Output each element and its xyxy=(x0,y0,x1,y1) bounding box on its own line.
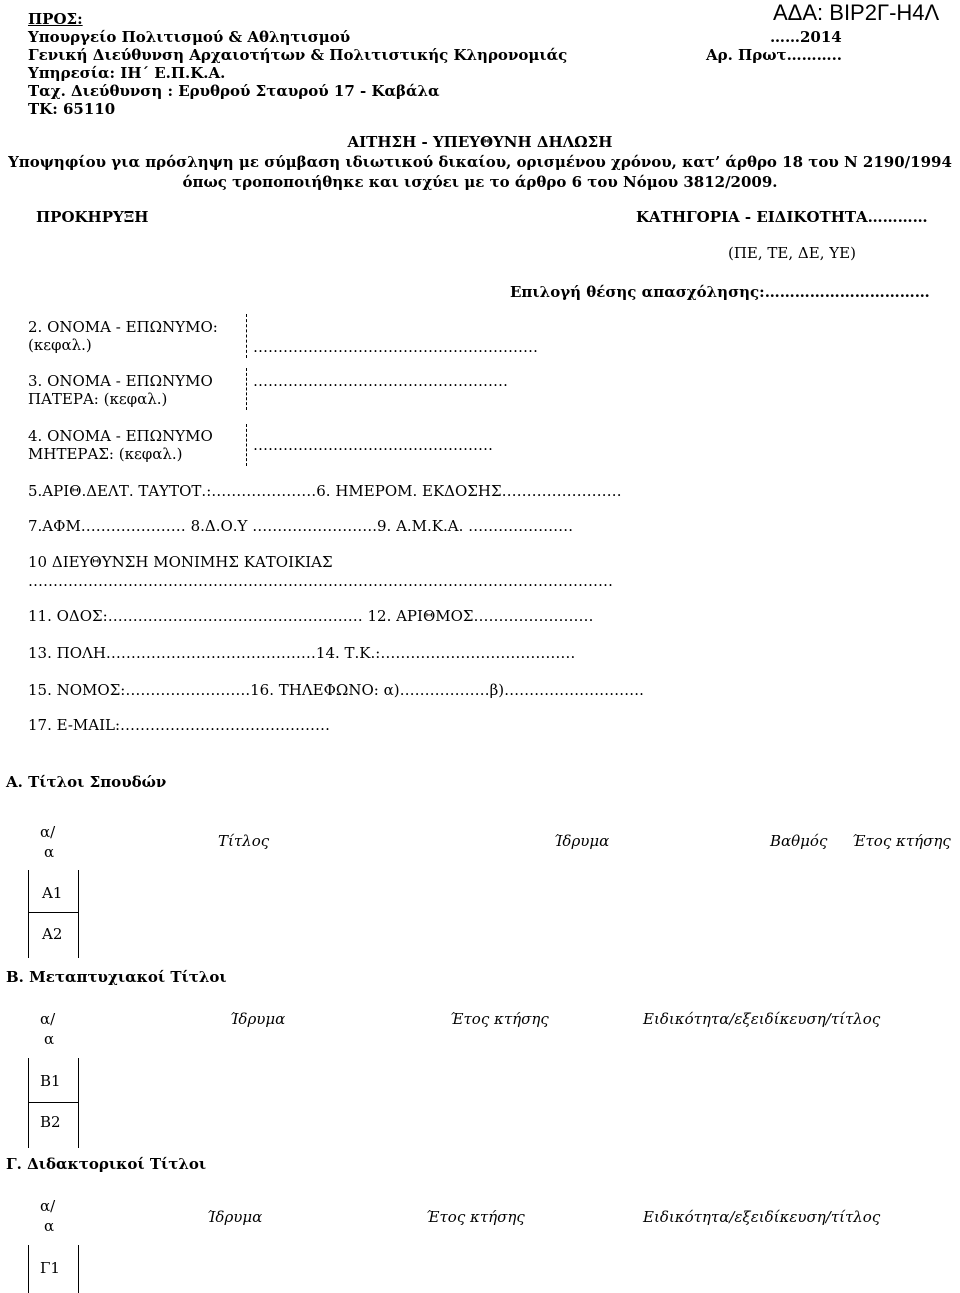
field-10-input[interactable]: ……………………………………………………………………………………………………… xyxy=(28,572,613,590)
section-a-left-border xyxy=(28,870,29,958)
table-row-label: Α2 xyxy=(42,925,63,943)
category-hint: (ΠΕ, ΤΕ, ΔΕ, ΥΕ) xyxy=(728,244,856,262)
section-a-col-grade: Βαθμός xyxy=(770,832,828,850)
section-b-col-specialty: Ειδικότητα/εξειδίκευση/τίτλος xyxy=(643,1010,881,1028)
field-2-input[interactable]: ………………………………………………… xyxy=(253,338,538,356)
field-3-divider xyxy=(246,368,247,410)
section-a-col-year: Έτος κτήσης xyxy=(852,832,951,850)
protocol-number: Αρ. Πρωτ……….. xyxy=(706,46,843,64)
field-4-sublabel: ΜΗΤΕΡΑΣ: (κεφαλ.) xyxy=(28,445,183,463)
field-15-16-phone-line[interactable]: 15. ΝΟΜΟΣ:…………………….16. ΤΗΛΕΦΩΝΟ: α)………………β)………………………. xyxy=(28,681,644,699)
ministry-name: Υπουργείο Πολιτισμού & Αθλητισμού xyxy=(28,28,351,46)
section-b-title: Β. Μεταπτυχιακοί Τίτλοι xyxy=(6,968,227,986)
document-title: ΑΙΤΗΣΗ - ΥΠΕΥΘΥΝΗ ΔΗΛΩΣΗ xyxy=(347,133,613,151)
section-c-title: Γ. Διδακτορικοί Τίτλοι xyxy=(6,1155,207,1173)
section-a-col-aa: α/ xyxy=(40,823,56,841)
section-c-col-institution: Ίδρυμα xyxy=(207,1208,263,1226)
title-subline-1: Υποψηφίου για πρόσληψη με σύμβαση ιδιωτικού δικαίου, ορισμένου χρόνου, κατ’ άρθρο 18 του Ν 2190/1994 xyxy=(8,153,952,171)
postal-code: ΤΚ: 65110 xyxy=(28,100,116,118)
section-c-col-year: Έτος κτήσης xyxy=(426,1208,525,1226)
field-10-label: 10 ΔΙΕΥΘΥΝΣΗ ΜΟΝΙΜΗΣ ΚΑΤΟΙΚΙΑΣ xyxy=(28,553,333,571)
section-b-row-divider xyxy=(28,1102,79,1103)
section-a-row-divider xyxy=(28,912,79,913)
notice-label: ΠΡΟΚΗΡΥΞΗ xyxy=(36,208,149,226)
field-7-9-tax-line[interactable]: 7.ΑΦΜ………………… 8.Δ.Ο.Υ …………………….9. Α.Μ.Κ.Α. ………………… xyxy=(28,517,574,535)
section-c-left-border xyxy=(28,1245,29,1293)
section-b-col-aa-2: α xyxy=(44,1030,55,1048)
field-13-14-city-line[interactable]: 13. ΠΟΛΗ……………………………………14. Τ.Κ.:………………………………… xyxy=(28,644,576,662)
field-4-divider xyxy=(246,424,247,466)
section-b-col-divider xyxy=(78,1058,79,1148)
table-row-label: Α1 xyxy=(42,884,63,902)
ada-code: ΑΔΑ: ΒΙΡ2Γ-Η4Λ xyxy=(773,0,940,25)
to-label: ΠΡΟΣ: xyxy=(28,10,83,28)
section-c-col-aa: α/ xyxy=(40,1197,56,1215)
section-a-col-aa-2: α xyxy=(44,843,55,861)
section-b-col-aa: α/ xyxy=(40,1010,56,1028)
section-a-col-divider xyxy=(78,870,79,958)
field-4-label: 4. ΟΝΟΜΑ - ΕΠΩΝΥΜΟ xyxy=(28,427,213,445)
category-field[interactable]: ΚΑΤΗΓΟΡΙΑ - ΕΙΔΙΚΟΤΗΤΑ………… xyxy=(636,208,928,226)
directorate-name: Γενική Διεύθυνση Αρχαιοτήτων & Πολιτιστικής Κληρονομιάς xyxy=(28,46,568,64)
field-3-sublabel: ΠΑΤΕΡΑ: (κεφαλ.) xyxy=(28,390,168,408)
field-2-sublabel: (κεφαλ.) xyxy=(28,336,92,354)
section-c-col-aa-2: α xyxy=(44,1217,55,1235)
field-3-label: 3. ΟΝΟΜΑ - ΕΠΩΝΥΜΟ xyxy=(28,372,213,390)
field-11-12-street-line[interactable]: 11. ΟΔΟΣ:…………………………………………… 12. ΑΡΙΘΜΟΣ…………………… xyxy=(28,607,594,625)
title-subline-2: όπως τροποποιήθηκε και ισχύει με το άρθρο 6 του Νόμου 3812/2009. xyxy=(182,173,778,191)
field-17-email-line[interactable]: 17. E-MAIL:…………………………………… xyxy=(28,716,331,734)
table-row-label: Β2 xyxy=(40,1113,61,1131)
section-c-col-divider xyxy=(78,1245,79,1293)
field-2-divider xyxy=(246,314,247,358)
section-a-col-institution: Ίδρυμα xyxy=(554,832,610,850)
field-4-input[interactable]: ………………………………………… xyxy=(253,436,493,454)
field-2-label: 2. ΟΝΟΜΑ - ΕΠΩΝΥΜΟ: xyxy=(28,318,218,336)
section-b-col-year: Έτος κτήσης xyxy=(450,1010,549,1028)
field-3-input[interactable]: …………………………………………… xyxy=(253,372,508,390)
field-5-6-id-line[interactable]: 5.ΑΡΙΘ.ΔΕΛΤ. ΤΑΥΤΟΤ.:…………………6. ΗΜΕΡΟΜ. ΕΚΔΟΣΗΣ…………………… xyxy=(28,482,622,500)
table-row-label: Β1 xyxy=(40,1072,61,1090)
service-name: Υπηρεσία: ΙΗ΄ Ε.Π.Κ.Α. xyxy=(28,64,226,82)
address: Ταχ. Διεύθυνση : Ερυθρού Σταυρού 17 - Καβάλα xyxy=(28,82,440,100)
section-b-col-institution: Ίδρυμα xyxy=(230,1010,286,1028)
section-a-title: Α. Τίτλοι Σπουδών xyxy=(6,773,167,791)
table-row-label: Γ1 xyxy=(40,1259,60,1277)
section-a-col-title: Τίτλος xyxy=(218,832,270,850)
section-b-left-border xyxy=(28,1058,29,1148)
section-c-col-specialty: Ειδικότητα/εξειδίκευση/τίτλος xyxy=(643,1208,881,1226)
position-choice-field[interactable]: Επιλογή θέσης απασχόλησης:…………………………… xyxy=(510,283,930,301)
date-field: ……2014 xyxy=(770,28,842,46)
